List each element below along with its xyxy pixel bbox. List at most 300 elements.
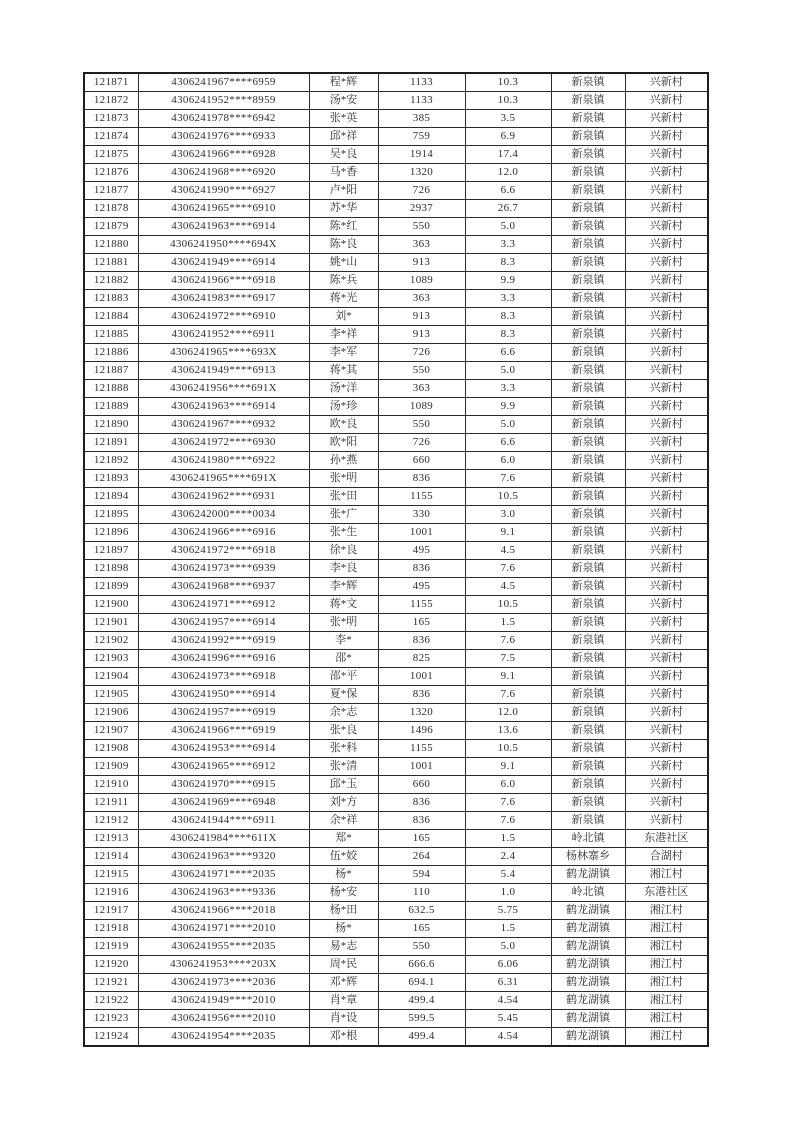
cell-amount: 550 (378, 218, 465, 236)
cell-rate: 1.5 (465, 830, 551, 848)
cell-village: 湘江村 (625, 1028, 708, 1047)
cell-town: 新泉镇 (551, 452, 625, 470)
cell-village: 合湖村 (625, 848, 708, 866)
cell-rate: 5.0 (465, 938, 551, 956)
cell-amount: 363 (378, 236, 465, 254)
cell-amount: 165 (378, 614, 465, 632)
cell-rate: 9.1 (465, 668, 551, 686)
cell-amount: 913 (378, 254, 465, 272)
cell-town: 鹤龙湖镇 (551, 956, 625, 974)
cell-id-card-number: 4306241967****6959 (138, 73, 309, 92)
cell-village: 兴新村 (625, 380, 708, 398)
cell-amount: 1320 (378, 164, 465, 182)
cell-person-name: 张*田 (309, 488, 378, 506)
cell-amount: 363 (378, 290, 465, 308)
cell-seq-number: 121888 (84, 380, 138, 398)
cell-person-name: 杨* (309, 866, 378, 884)
cell-seq-number: 121889 (84, 398, 138, 416)
cell-village: 兴新村 (625, 218, 708, 236)
cell-village: 兴新村 (625, 668, 708, 686)
table-row (84, 416, 708, 434)
cell-seq-number: 121902 (84, 632, 138, 650)
cell-rate: 4.54 (465, 1028, 551, 1047)
cell-village: 兴新村 (625, 578, 708, 596)
cell-seq-number: 121909 (84, 758, 138, 776)
cell-seq-number: 121874 (84, 128, 138, 146)
cell-rate: 6.06 (465, 956, 551, 974)
cell-person-name: 欧*阳 (309, 434, 378, 452)
cell-amount: 1155 (378, 488, 465, 506)
cell-id-card-number: 4306242000****0034 (138, 506, 309, 524)
cell-village: 湘江村 (625, 1010, 708, 1028)
cell-town: 新泉镇 (551, 326, 625, 344)
cell-seq-number: 121892 (84, 452, 138, 470)
cell-person-name: 肖*章 (309, 992, 378, 1010)
cell-rate: 8.3 (465, 326, 551, 344)
cell-id-card-number: 4306241953****203X (138, 956, 309, 974)
cell-seq-number: 121883 (84, 290, 138, 308)
cell-rate: 6.0 (465, 452, 551, 470)
cell-town: 新泉镇 (551, 380, 625, 398)
cell-village: 兴新村 (625, 488, 708, 506)
cell-amount: 660 (378, 452, 465, 470)
cell-rate: 6.31 (465, 974, 551, 992)
cell-seq-number: 121876 (84, 164, 138, 182)
cell-seq-number: 121913 (84, 830, 138, 848)
cell-id-card-number: 4306241949****6913 (138, 362, 309, 380)
cell-village: 兴新村 (625, 92, 708, 110)
cell-seq-number: 121916 (84, 884, 138, 902)
table-row (84, 326, 708, 344)
cell-village: 东港社区 (625, 830, 708, 848)
cell-town: 新泉镇 (551, 542, 625, 560)
cell-amount: 836 (378, 560, 465, 578)
cell-amount: 363 (378, 380, 465, 398)
cell-rate: 10.3 (465, 92, 551, 110)
cell-town: 新泉镇 (551, 578, 625, 596)
table-row (84, 398, 708, 416)
cell-person-name: 张*科 (309, 740, 378, 758)
cell-rate: 9.1 (465, 524, 551, 542)
cell-seq-number: 121906 (84, 704, 138, 722)
cell-seq-number: 121923 (84, 1010, 138, 1028)
cell-village: 兴新村 (625, 506, 708, 524)
cell-rate: 8.3 (465, 308, 551, 326)
table-row (84, 110, 708, 128)
cell-person-name: 邱*玉 (309, 776, 378, 794)
cell-seq-number: 121911 (84, 794, 138, 812)
cell-village: 湘江村 (625, 866, 708, 884)
cell-rate: 3.3 (465, 236, 551, 254)
cell-person-name: 邓*辉 (309, 974, 378, 992)
cell-id-card-number: 4306241957****6914 (138, 614, 309, 632)
cell-person-name: 刘*方 (309, 794, 378, 812)
table-row (84, 596, 708, 614)
cell-town: 新泉镇 (551, 272, 625, 290)
cell-person-name: 邵* (309, 650, 378, 668)
cell-amount: 1001 (378, 524, 465, 542)
cell-person-name: 肖*设 (309, 1010, 378, 1028)
cell-rate: 7.5 (465, 650, 551, 668)
cell-id-card-number: 4306241984****611X (138, 830, 309, 848)
cell-id-card-number: 4306241949****6914 (138, 254, 309, 272)
table-row (84, 182, 708, 200)
table-row (84, 830, 708, 848)
table-row (84, 506, 708, 524)
table-row (84, 686, 708, 704)
cell-rate: 7.6 (465, 632, 551, 650)
cell-village: 兴新村 (625, 794, 708, 812)
cell-seq-number: 121887 (84, 362, 138, 380)
table-row (84, 362, 708, 380)
cell-village: 兴新村 (625, 722, 708, 740)
table-row (84, 974, 708, 992)
cell-village: 兴新村 (625, 470, 708, 488)
cell-person-name: 夏*保 (309, 686, 378, 704)
cell-village: 兴新村 (625, 146, 708, 164)
cell-village: 兴新村 (625, 452, 708, 470)
table-row (84, 920, 708, 938)
cell-amount: 694.1 (378, 974, 465, 992)
cell-seq-number: 121910 (84, 776, 138, 794)
cell-town: 新泉镇 (551, 308, 625, 326)
cell-town: 鹤龙湖镇 (551, 866, 625, 884)
cell-id-card-number: 4306241976****6933 (138, 128, 309, 146)
cell-seq-number: 121904 (84, 668, 138, 686)
table-row (84, 902, 708, 920)
cell-id-card-number: 4306241950****6914 (138, 686, 309, 704)
cell-village: 兴新村 (625, 290, 708, 308)
cell-village: 兴新村 (625, 776, 708, 794)
cell-amount: 264 (378, 848, 465, 866)
cell-id-card-number: 4306241973****6918 (138, 668, 309, 686)
cell-amount: 726 (378, 344, 465, 362)
cell-seq-number: 121908 (84, 740, 138, 758)
cell-rate: 13.6 (465, 722, 551, 740)
table-row (84, 884, 708, 902)
cell-amount: 385 (378, 110, 465, 128)
table-row (84, 956, 708, 974)
cell-rate: 6.6 (465, 344, 551, 362)
cell-rate: 8.3 (465, 254, 551, 272)
cell-id-card-number: 4306241966****6916 (138, 524, 309, 542)
cell-seq-number: 121880 (84, 236, 138, 254)
cell-amount: 1001 (378, 668, 465, 686)
cell-amount: 550 (378, 938, 465, 956)
cell-village: 兴新村 (625, 758, 708, 776)
cell-seq-number: 121886 (84, 344, 138, 362)
cell-rate: 7.6 (465, 686, 551, 704)
cell-rate: 12.0 (465, 704, 551, 722)
cell-amount: 1133 (378, 92, 465, 110)
cell-rate: 1.0 (465, 884, 551, 902)
cell-id-card-number: 4306241980****6922 (138, 452, 309, 470)
cell-seq-number: 121872 (84, 92, 138, 110)
cell-rate: 7.6 (465, 812, 551, 830)
cell-village: 兴新村 (625, 524, 708, 542)
cell-amount: 836 (378, 812, 465, 830)
cell-seq-number: 121899 (84, 578, 138, 596)
cell-seq-number: 121884 (84, 308, 138, 326)
cell-person-name: 余*志 (309, 704, 378, 722)
cell-town: 新泉镇 (551, 290, 625, 308)
cell-seq-number: 121898 (84, 560, 138, 578)
cell-seq-number: 121917 (84, 902, 138, 920)
table-row (84, 470, 708, 488)
cell-amount: 550 (378, 362, 465, 380)
table-row (84, 308, 708, 326)
cell-person-name: 杨*田 (309, 902, 378, 920)
cell-town: 新泉镇 (551, 470, 625, 488)
cell-village: 兴新村 (625, 362, 708, 380)
cell-amount: 1089 (378, 398, 465, 416)
cell-rate: 3.5 (465, 110, 551, 128)
cell-person-name: 李*良 (309, 560, 378, 578)
cell-person-name: 易*志 (309, 938, 378, 956)
cell-town: 新泉镇 (551, 722, 625, 740)
table-row (84, 488, 708, 506)
cell-village: 兴新村 (625, 740, 708, 758)
cell-seq-number: 121881 (84, 254, 138, 272)
cell-amount: 1089 (378, 272, 465, 290)
cell-amount: 836 (378, 632, 465, 650)
table-row (84, 542, 708, 560)
cell-village: 兴新村 (625, 254, 708, 272)
table-row (84, 938, 708, 956)
table-row (84, 380, 708, 398)
cell-town: 杨林寨乡 (551, 848, 625, 866)
cell-town: 新泉镇 (551, 92, 625, 110)
cell-amount: 1133 (378, 73, 465, 92)
cell-village: 兴新村 (625, 308, 708, 326)
cell-amount: 666.6 (378, 956, 465, 974)
cell-seq-number: 121914 (84, 848, 138, 866)
cell-rate: 7.6 (465, 560, 551, 578)
cell-village: 湘江村 (625, 974, 708, 992)
cell-seq-number: 121878 (84, 200, 138, 218)
cell-id-card-number: 4306241944****6911 (138, 812, 309, 830)
cell-person-name: 张*良 (309, 722, 378, 740)
cell-amount: 165 (378, 830, 465, 848)
cell-person-name: 张*生 (309, 524, 378, 542)
cell-id-card-number: 4306241963****9320 (138, 848, 309, 866)
cell-rate: 26.7 (465, 200, 551, 218)
table-row (84, 1010, 708, 1028)
cell-town: 新泉镇 (551, 218, 625, 236)
cell-id-card-number: 4306241966****2018 (138, 902, 309, 920)
cell-id-card-number: 4306241965****6912 (138, 758, 309, 776)
cell-id-card-number: 4306241973****6939 (138, 560, 309, 578)
cell-person-name: 欧*良 (309, 416, 378, 434)
cell-amount: 913 (378, 326, 465, 344)
cell-id-card-number: 4306241973****2036 (138, 974, 309, 992)
cell-amount: 599.5 (378, 1010, 465, 1028)
cell-id-card-number: 4306241992****6919 (138, 632, 309, 650)
cell-amount: 495 (378, 542, 465, 560)
cell-seq-number: 121912 (84, 812, 138, 830)
cell-village: 湘江村 (625, 920, 708, 938)
table-row (84, 722, 708, 740)
cell-village: 兴新村 (625, 542, 708, 560)
cell-rate: 3.3 (465, 380, 551, 398)
cell-town: 新泉镇 (551, 596, 625, 614)
cell-id-card-number: 4306241972****6918 (138, 542, 309, 560)
cell-town: 鹤龙湖镇 (551, 1010, 625, 1028)
cell-rate: 4.5 (465, 542, 551, 560)
cell-village: 兴新村 (625, 326, 708, 344)
table-row (84, 146, 708, 164)
cell-id-card-number: 4306241971****2010 (138, 920, 309, 938)
cell-town: 岭北镇 (551, 830, 625, 848)
cell-id-card-number: 4306241990****6927 (138, 182, 309, 200)
cell-amount: 594 (378, 866, 465, 884)
cell-person-name: 李* (309, 632, 378, 650)
cell-id-card-number: 4306241954****2035 (138, 1028, 309, 1047)
cell-town: 新泉镇 (551, 73, 625, 92)
cell-id-card-number: 4306241956****2010 (138, 1010, 309, 1028)
cell-rate: 9.1 (465, 758, 551, 776)
cell-town: 新泉镇 (551, 146, 625, 164)
cell-person-name: 陈*红 (309, 218, 378, 236)
cell-village: 兴新村 (625, 73, 708, 92)
cell-person-name: 马*香 (309, 164, 378, 182)
cell-rate: 1.5 (465, 920, 551, 938)
cell-village: 兴新村 (625, 812, 708, 830)
cell-person-name: 汤*珍 (309, 398, 378, 416)
cell-town: 新泉镇 (551, 110, 625, 128)
cell-village: 兴新村 (625, 272, 708, 290)
cell-village: 湘江村 (625, 902, 708, 920)
table-row (84, 452, 708, 470)
cell-person-name: 邱*祥 (309, 128, 378, 146)
cell-seq-number: 121919 (84, 938, 138, 956)
cell-person-name: 徐*良 (309, 542, 378, 560)
cell-rate: 3.0 (465, 506, 551, 524)
cell-village: 兴新村 (625, 110, 708, 128)
cell-amount: 660 (378, 776, 465, 794)
cell-seq-number: 121893 (84, 470, 138, 488)
cell-person-name: 张*广 (309, 506, 378, 524)
cell-id-card-number: 4306241966****6919 (138, 722, 309, 740)
cell-id-card-number: 4306241967****6932 (138, 416, 309, 434)
table-row (84, 812, 708, 830)
cell-amount: 499.4 (378, 1028, 465, 1047)
cell-seq-number: 121871 (84, 73, 138, 92)
cell-person-name: 吴*良 (309, 146, 378, 164)
cell-town: 新泉镇 (551, 236, 625, 254)
cell-rate: 5.0 (465, 416, 551, 434)
table-row (84, 236, 708, 254)
cell-rate: 5.0 (465, 218, 551, 236)
cell-amount: 1914 (378, 146, 465, 164)
table-row (84, 92, 708, 110)
cell-seq-number: 121896 (84, 524, 138, 542)
cell-village: 兴新村 (625, 200, 708, 218)
cell-seq-number: 121879 (84, 218, 138, 236)
cell-village: 东港社区 (625, 884, 708, 902)
cell-rate: 5.45 (465, 1010, 551, 1028)
cell-village: 兴新村 (625, 596, 708, 614)
cell-person-name: 张*明 (309, 614, 378, 632)
cell-rate: 6.6 (465, 182, 551, 200)
cell-seq-number: 121875 (84, 146, 138, 164)
cell-town: 新泉镇 (551, 398, 625, 416)
cell-village: 兴新村 (625, 398, 708, 416)
cell-amount: 726 (378, 182, 465, 200)
cell-town: 新泉镇 (551, 128, 625, 146)
table-row (84, 344, 708, 362)
cell-rate: 1.5 (465, 614, 551, 632)
cell-village: 湘江村 (625, 938, 708, 956)
benefit-roster-table (83, 72, 709, 1047)
table-row (84, 272, 708, 290)
cell-rate: 5.75 (465, 902, 551, 920)
cell-village: 兴新村 (625, 182, 708, 200)
table-row (84, 254, 708, 272)
cell-rate: 4.54 (465, 992, 551, 1010)
cell-person-name: 邓*根 (309, 1028, 378, 1047)
cell-seq-number: 121873 (84, 110, 138, 128)
cell-village: 兴新村 (625, 164, 708, 182)
cell-rate: 7.6 (465, 794, 551, 812)
cell-id-card-number: 4306241963****6914 (138, 218, 309, 236)
cell-town: 新泉镇 (551, 416, 625, 434)
cell-seq-number: 121903 (84, 650, 138, 668)
cell-person-name: 周*民 (309, 956, 378, 974)
cell-amount: 1320 (378, 704, 465, 722)
cell-id-card-number: 4306241965****6910 (138, 200, 309, 218)
cell-id-card-number: 4306241978****6942 (138, 110, 309, 128)
table-row (84, 650, 708, 668)
cell-rate: 10.3 (465, 73, 551, 92)
cell-amount: 759 (378, 128, 465, 146)
cell-seq-number: 121900 (84, 596, 138, 614)
table-row (84, 578, 708, 596)
cell-person-name: 杨* (309, 920, 378, 938)
cell-village: 兴新村 (625, 236, 708, 254)
cell-amount: 165 (378, 920, 465, 938)
cell-town: 鹤龙湖镇 (551, 938, 625, 956)
table-row (84, 992, 708, 1010)
cell-person-name: 陈*良 (309, 236, 378, 254)
cell-amount: 330 (378, 506, 465, 524)
cell-id-card-number: 4306241968****6920 (138, 164, 309, 182)
cell-village: 湘江村 (625, 956, 708, 974)
cell-id-card-number: 4306241952****8959 (138, 92, 309, 110)
cell-person-name: 程*辉 (309, 73, 378, 92)
cell-seq-number: 121921 (84, 974, 138, 992)
cell-town: 新泉镇 (551, 758, 625, 776)
table-row (84, 614, 708, 632)
cell-id-card-number: 4306241957****6919 (138, 704, 309, 722)
cell-rate: 12.0 (465, 164, 551, 182)
cell-rate: 5.0 (465, 362, 551, 380)
table-row (84, 668, 708, 686)
cell-seq-number: 121877 (84, 182, 138, 200)
cell-person-name: 蒋*光 (309, 290, 378, 308)
cell-amount: 1496 (378, 722, 465, 740)
cell-amount: 836 (378, 794, 465, 812)
cell-seq-number: 121897 (84, 542, 138, 560)
table-row (84, 73, 708, 92)
cell-id-card-number: 4306241996****6916 (138, 650, 309, 668)
cell-id-card-number: 4306241956****691X (138, 380, 309, 398)
cell-town: 鹤龙湖镇 (551, 920, 625, 938)
cell-person-name: 李*军 (309, 344, 378, 362)
cell-amount: 836 (378, 470, 465, 488)
cell-person-name: 卢*阳 (309, 182, 378, 200)
cell-id-card-number: 4306241963****9336 (138, 884, 309, 902)
